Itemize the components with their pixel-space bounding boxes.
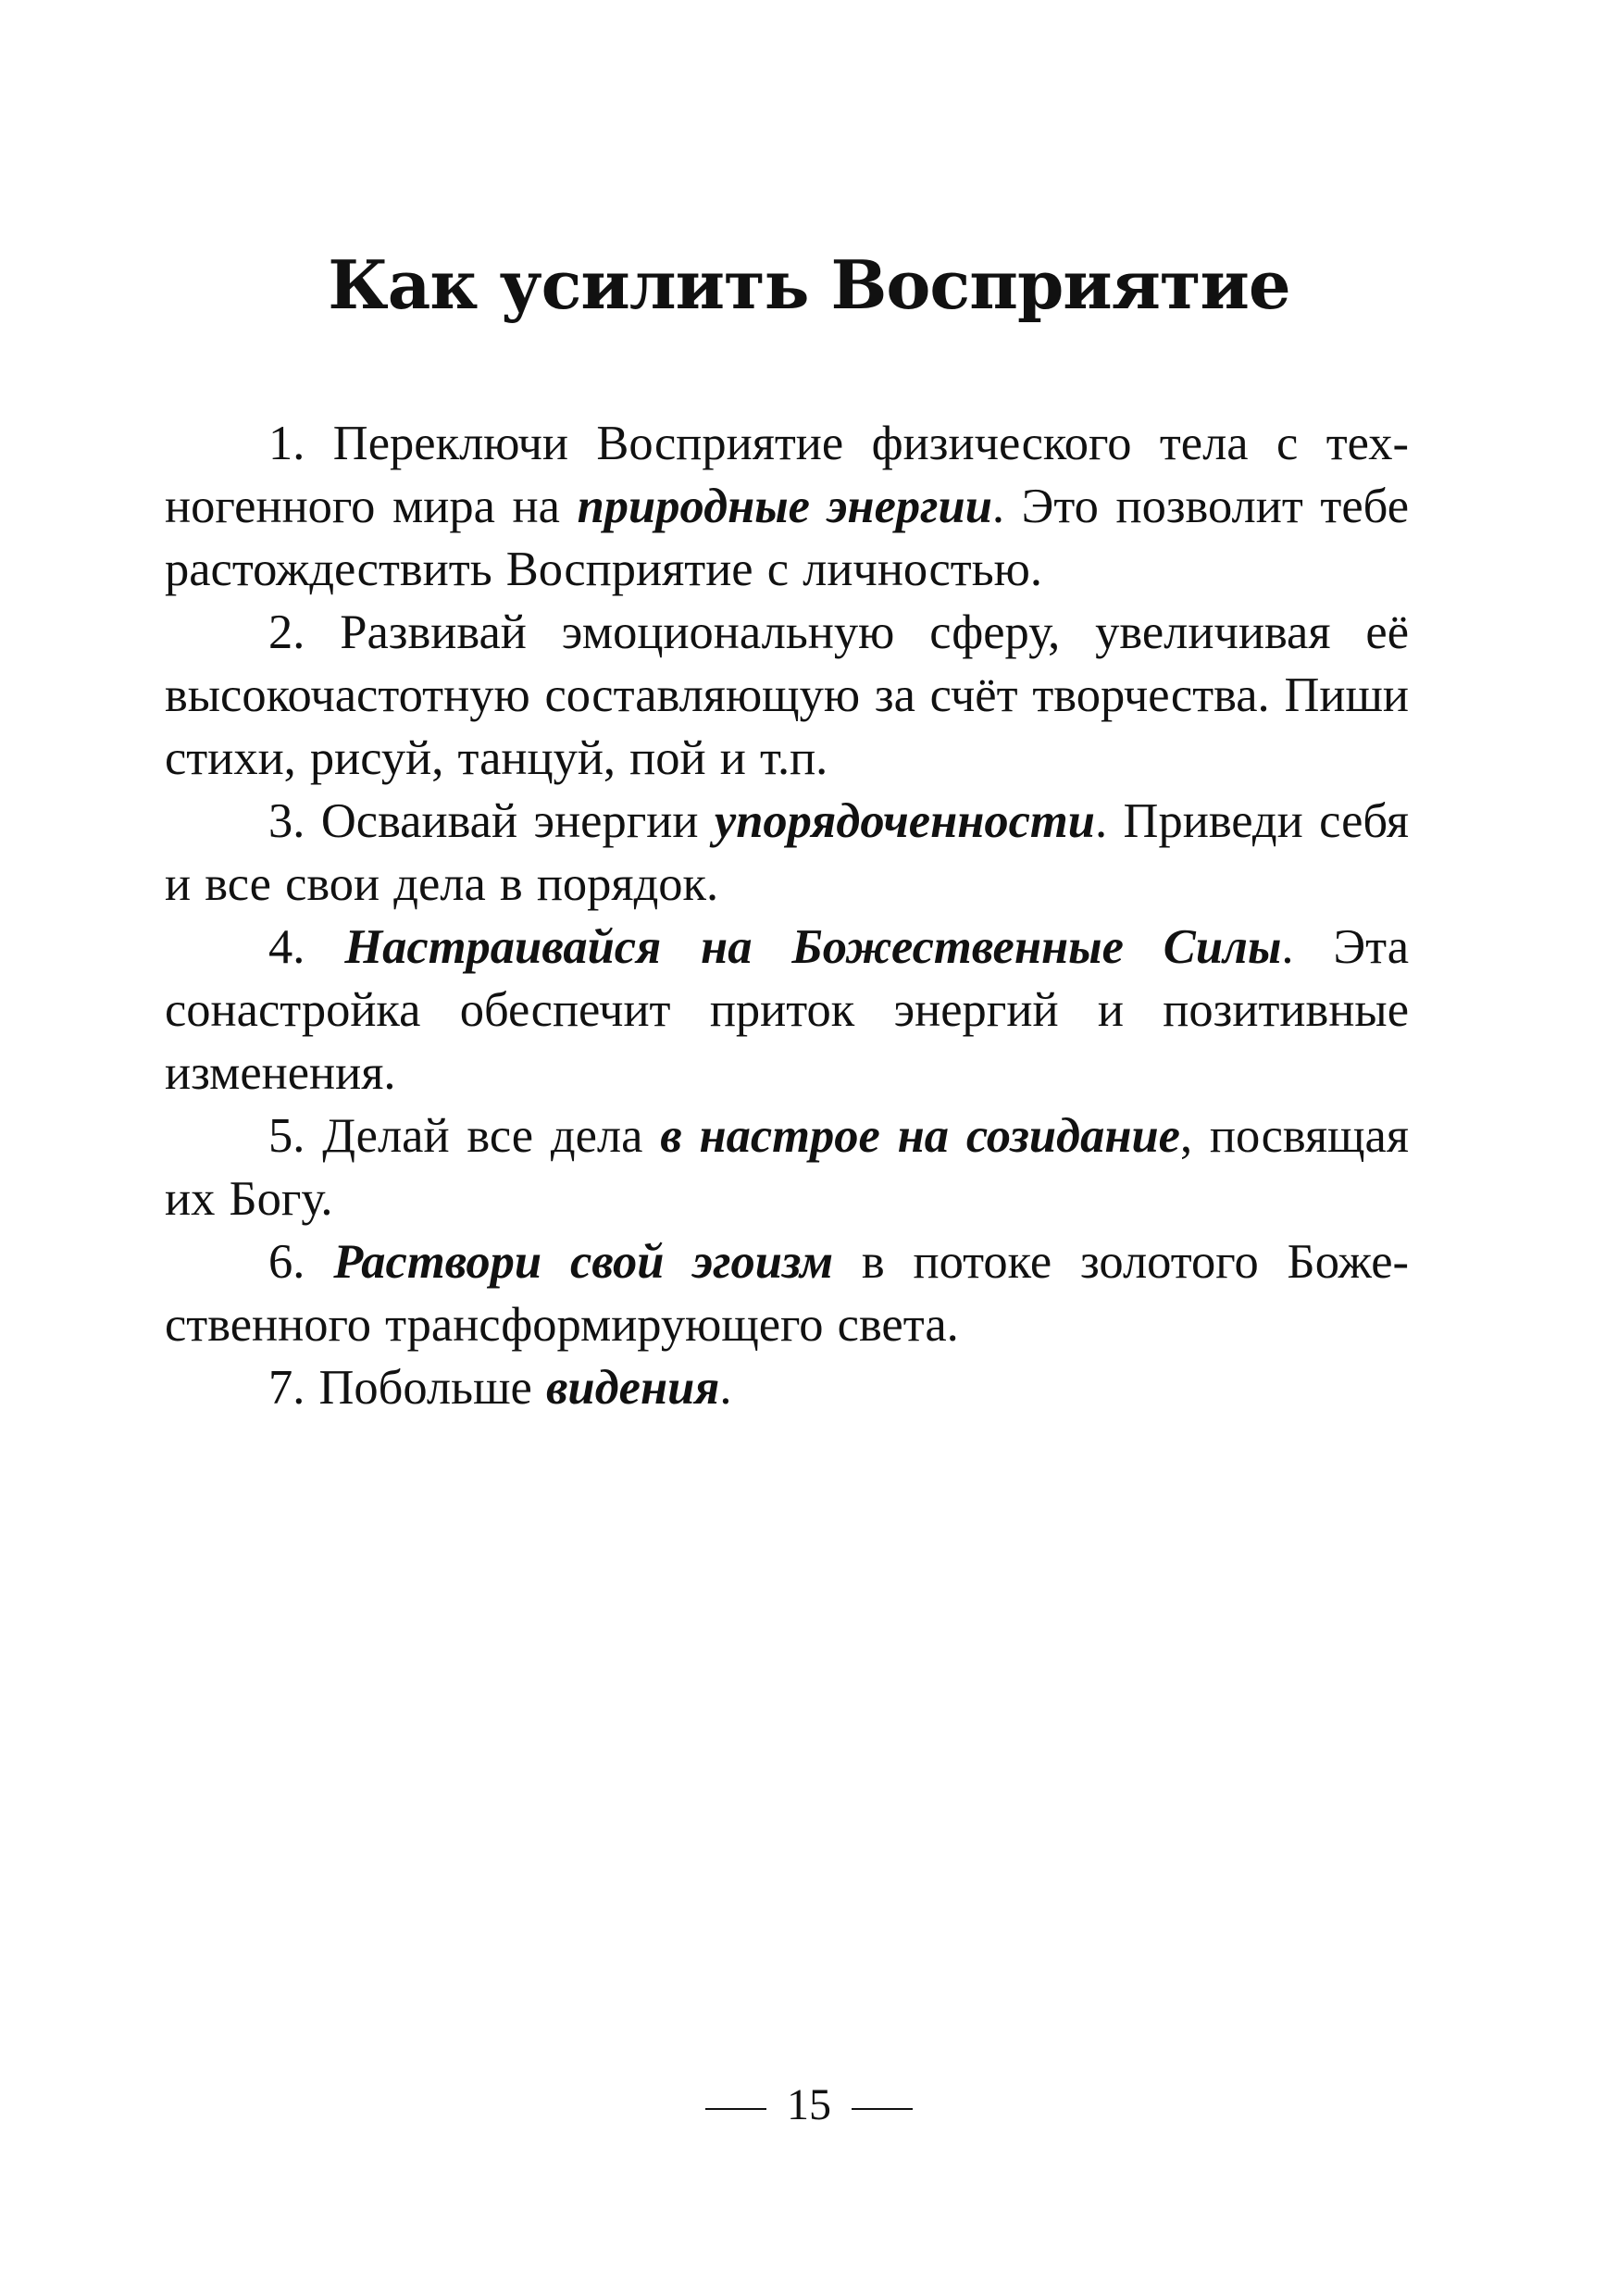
- page-number: [0, 2080, 1618, 2129]
- emphasis: упорядоченности: [714, 794, 1095, 848]
- emphasis: природные энергии: [577, 480, 992, 533]
- list-item-6: 6. Раствори свой эгоизм в потоке золотого Божественного трансформирующего света.: [165, 1235, 1409, 1352]
- list-item-4: 4. Настраивайся на Божественные Силы. Эта сонастройка обеспечит приток энергий и позитивные изменения.: [165, 920, 1409, 1100]
- emphasis: видения: [545, 1361, 720, 1415]
- emphasis: Раствори свой эгоизм: [333, 1235, 834, 1289]
- page-title: Как усилить Восприятие: [328, 245, 1290, 324]
- dash-left: [705, 2108, 766, 2110]
- page-number-text: 15: [787, 2080, 831, 2129]
- list-item-1: 1. Переключи Восприятие физического тела с техногенного мира на природные энергии. Это позволит тебе растождествить Восприятие с личностью.: [165, 417, 1410, 596]
- list-item-5: 5. Делай все дела в настрое на созидание, посвящая их Богу.: [165, 1109, 1410, 1226]
- emphasis: в настрое на созидание: [660, 1109, 1180, 1163]
- list-item-2: 2. Развивай эмоциональную сферу, увеличивая её высокочастотную составляющую за счёт творчества. Пиши стихи, рисуй, танцуй, пой и т.п.: [165, 605, 1409, 785]
- dash-right: [852, 2108, 913, 2110]
- emphasis: Настраивайся на Божественные Силы: [344, 920, 1282, 974]
- numbered-list: [165, 412, 1409, 1419]
- list-item-3: 3. Осваивай энергии упорядоченности. Приведи себя и все свои дела в порядок.: [165, 794, 1409, 911]
- list-item-7: 7. Побольше видения.: [268, 1361, 732, 1415]
